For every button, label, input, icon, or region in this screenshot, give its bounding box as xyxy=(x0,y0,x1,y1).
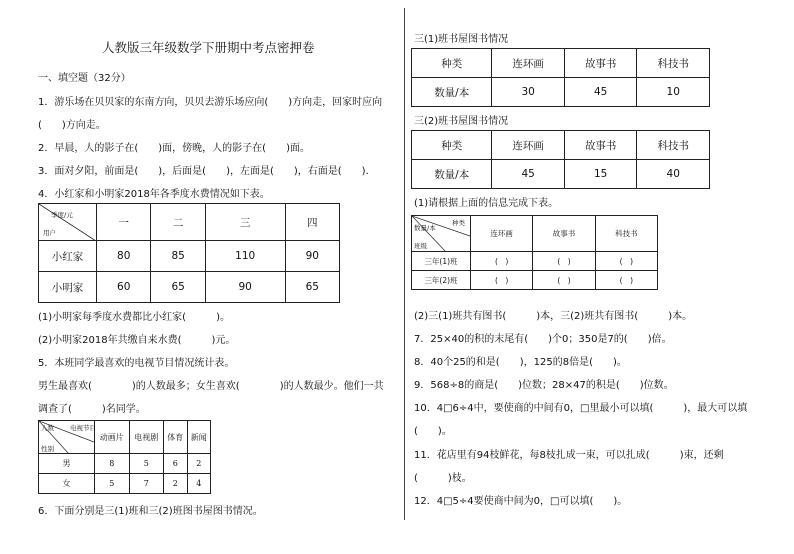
question-10: 10．4□6÷4中，要使商的中间有0，□里最小可以填( )，最大可以填 xyxy=(414,403,748,414)
question-6-part-2: (2)三(1)班共有图书( )本，三(2)班共有图书( )本。 xyxy=(414,311,693,322)
question-2: 2．早晨，人的影子在( )面，傍晚，人的影子在( )面。 xyxy=(38,143,310,154)
table-cell: 45 xyxy=(564,78,637,107)
table-row xyxy=(412,160,710,189)
question-4-part-2: (2)小明家2018年共缴自来水费( )元。 xyxy=(38,335,236,346)
question-6-part-1: (1)请根据上面的信息完成下表。 xyxy=(414,198,559,209)
table-row xyxy=(412,78,710,107)
table-corner-cell xyxy=(39,204,97,241)
blank-cell: ( ) xyxy=(595,271,657,290)
question-5: 5．本班同学最喜欢的电视节目情况统计表。 xyxy=(38,358,235,369)
table-row xyxy=(39,454,211,474)
question-5-line-2: 男生最喜欢( )的人数最多；女生喜欢( )的人数最少。他们一共 xyxy=(38,381,384,392)
table-cell: 5 xyxy=(95,474,130,494)
blank-cell: ( ) xyxy=(471,252,533,271)
table-row xyxy=(39,272,340,303)
row-label: 小红家 xyxy=(39,241,97,272)
question-7: 7．25×40的积的末尾有( )个0；350是7的( )倍。 xyxy=(414,334,672,345)
table-corner-cell xyxy=(412,216,471,252)
table-cell: 45 xyxy=(492,160,565,189)
corner-label-season: 季度/元 xyxy=(51,211,73,219)
tv-program-table xyxy=(38,420,211,494)
question-4: 4．小红家和小明家2018年各季度水费情况如下表。 xyxy=(38,189,270,200)
question-11: 11．花店里有94枝鲜花，每8枝扎成一束，可以扎成( )束，还剩 xyxy=(414,450,724,461)
row-label: 三年(1)班 xyxy=(412,252,471,271)
table-cell: 90 xyxy=(285,241,339,272)
header-cell: 二 xyxy=(151,204,205,241)
table-cell: 80 xyxy=(97,241,151,272)
question-1-line-1: 1．游乐场在贝贝家的东南方向，贝贝去游乐场应向( )方向走，回家时应向 xyxy=(38,97,383,108)
header-cell: 连环画 xyxy=(492,49,565,78)
table-cell: 10 xyxy=(637,78,710,107)
question-10-line-2: ( )。 xyxy=(414,426,452,437)
table-row xyxy=(39,474,211,494)
table-cell: 30 xyxy=(492,78,565,107)
section-heading: 一、填空题（32分） xyxy=(38,73,131,84)
row-label: 三年(2)班 xyxy=(412,271,471,290)
question-1-line-2: ( )方向走。 xyxy=(38,120,106,131)
question-9: 9．568÷8的商是( )位数；28×47的积是( )位数。 xyxy=(414,380,674,391)
header-cell: 故事书 xyxy=(564,131,637,160)
question-4-part-1: (1)小明家每季度水费都比小红家( )。 xyxy=(38,312,230,323)
class-2-caption: 三(2)班书屋图书情况 xyxy=(414,116,509,127)
row-label: 女 xyxy=(39,474,95,494)
table-cell: 40 xyxy=(637,160,710,189)
header-cell: 三 xyxy=(205,204,285,241)
table-cell: 5 xyxy=(129,454,164,474)
header-cell: 种类 xyxy=(412,131,492,160)
question-6: 6．下面分别是三(1)班和三(2)班图书屋图书情况。 xyxy=(38,506,263,517)
blank-cell: ( ) xyxy=(533,252,595,271)
question-3: 3．面对夕阳，前面是( )，后面是( )，左面是( )，右面是( )． xyxy=(38,166,376,177)
header-cell: 种类 xyxy=(412,49,492,78)
table-cell: 90 xyxy=(205,272,285,303)
combined-book-table xyxy=(411,215,658,290)
header-cell: 故事书 xyxy=(564,49,637,78)
water-fee-table xyxy=(38,203,340,303)
table-cell: 2 xyxy=(164,474,187,494)
table-row xyxy=(412,271,658,290)
table-row xyxy=(39,241,340,272)
header-cell: 连环画 xyxy=(492,131,565,160)
corner-label-kind: 种类 xyxy=(452,219,465,227)
header-cell: 四 xyxy=(285,204,339,241)
table-cell: 85 xyxy=(151,241,205,272)
blank-cell: ( ) xyxy=(533,271,595,290)
column-divider xyxy=(404,8,405,520)
header-cell: 故事书 xyxy=(533,216,595,252)
header-cell: 动画片 xyxy=(95,421,130,454)
table-cell: 6 xyxy=(164,454,187,474)
header-cell: 科技书 xyxy=(595,216,657,252)
blank-cell: ( ) xyxy=(471,271,533,290)
table-cell: 15 xyxy=(564,160,637,189)
corner-label-program: 电视节目 xyxy=(70,424,96,432)
table-cell: 65 xyxy=(151,272,205,303)
table-cell: 7 xyxy=(129,474,164,494)
corner-label-user: 用户 xyxy=(43,229,56,237)
header-cell: 新闻 xyxy=(187,421,211,454)
class-2-book-table xyxy=(411,130,710,189)
page-title: 人教版三年级数学下册期中考点密押卷 xyxy=(102,40,315,55)
row-label: 小明家 xyxy=(39,272,97,303)
table-cell: 2 xyxy=(187,454,211,474)
row-label: 数量/本 xyxy=(412,160,492,189)
header-cell: 连环画 xyxy=(471,216,533,252)
header-cell: 科技书 xyxy=(637,131,710,160)
header-cell: 电视剧 xyxy=(129,421,164,454)
corner-label-count: 人数 xyxy=(41,424,54,432)
header-cell: 体育 xyxy=(164,421,187,454)
question-11-line-2: ( )枝。 xyxy=(414,473,472,484)
question-5-line-3: 调查了( )名同学。 xyxy=(38,404,146,415)
table-cell: 60 xyxy=(97,272,151,303)
table-cell: 4 xyxy=(187,474,211,494)
table-cell: 110 xyxy=(205,241,285,272)
table-row xyxy=(412,252,658,271)
row-label: 数量/本 xyxy=(412,78,492,107)
question-8: 8．40个25的和是( )，125的8倍是( )。 xyxy=(414,357,627,368)
header-cell: 一 xyxy=(97,204,151,241)
class-1-caption: 三(1)班书屋图书情况 xyxy=(414,34,509,45)
question-12: 12．4□5÷4要使商中间为0，□可以填( )。 xyxy=(414,496,628,507)
corner-label-count: 数量/本 xyxy=(414,224,436,232)
blank-cell: ( ) xyxy=(595,252,657,271)
corner-label-class: 班级 xyxy=(414,242,427,250)
header-cell: 科技书 xyxy=(637,49,710,78)
row-label: 男 xyxy=(39,454,95,474)
corner-label-gender: 性别 xyxy=(41,445,54,453)
class-1-book-table xyxy=(411,48,710,107)
table-cell: 65 xyxy=(285,272,339,303)
table-corner-cell xyxy=(39,421,95,454)
table-cell: 8 xyxy=(95,454,130,474)
